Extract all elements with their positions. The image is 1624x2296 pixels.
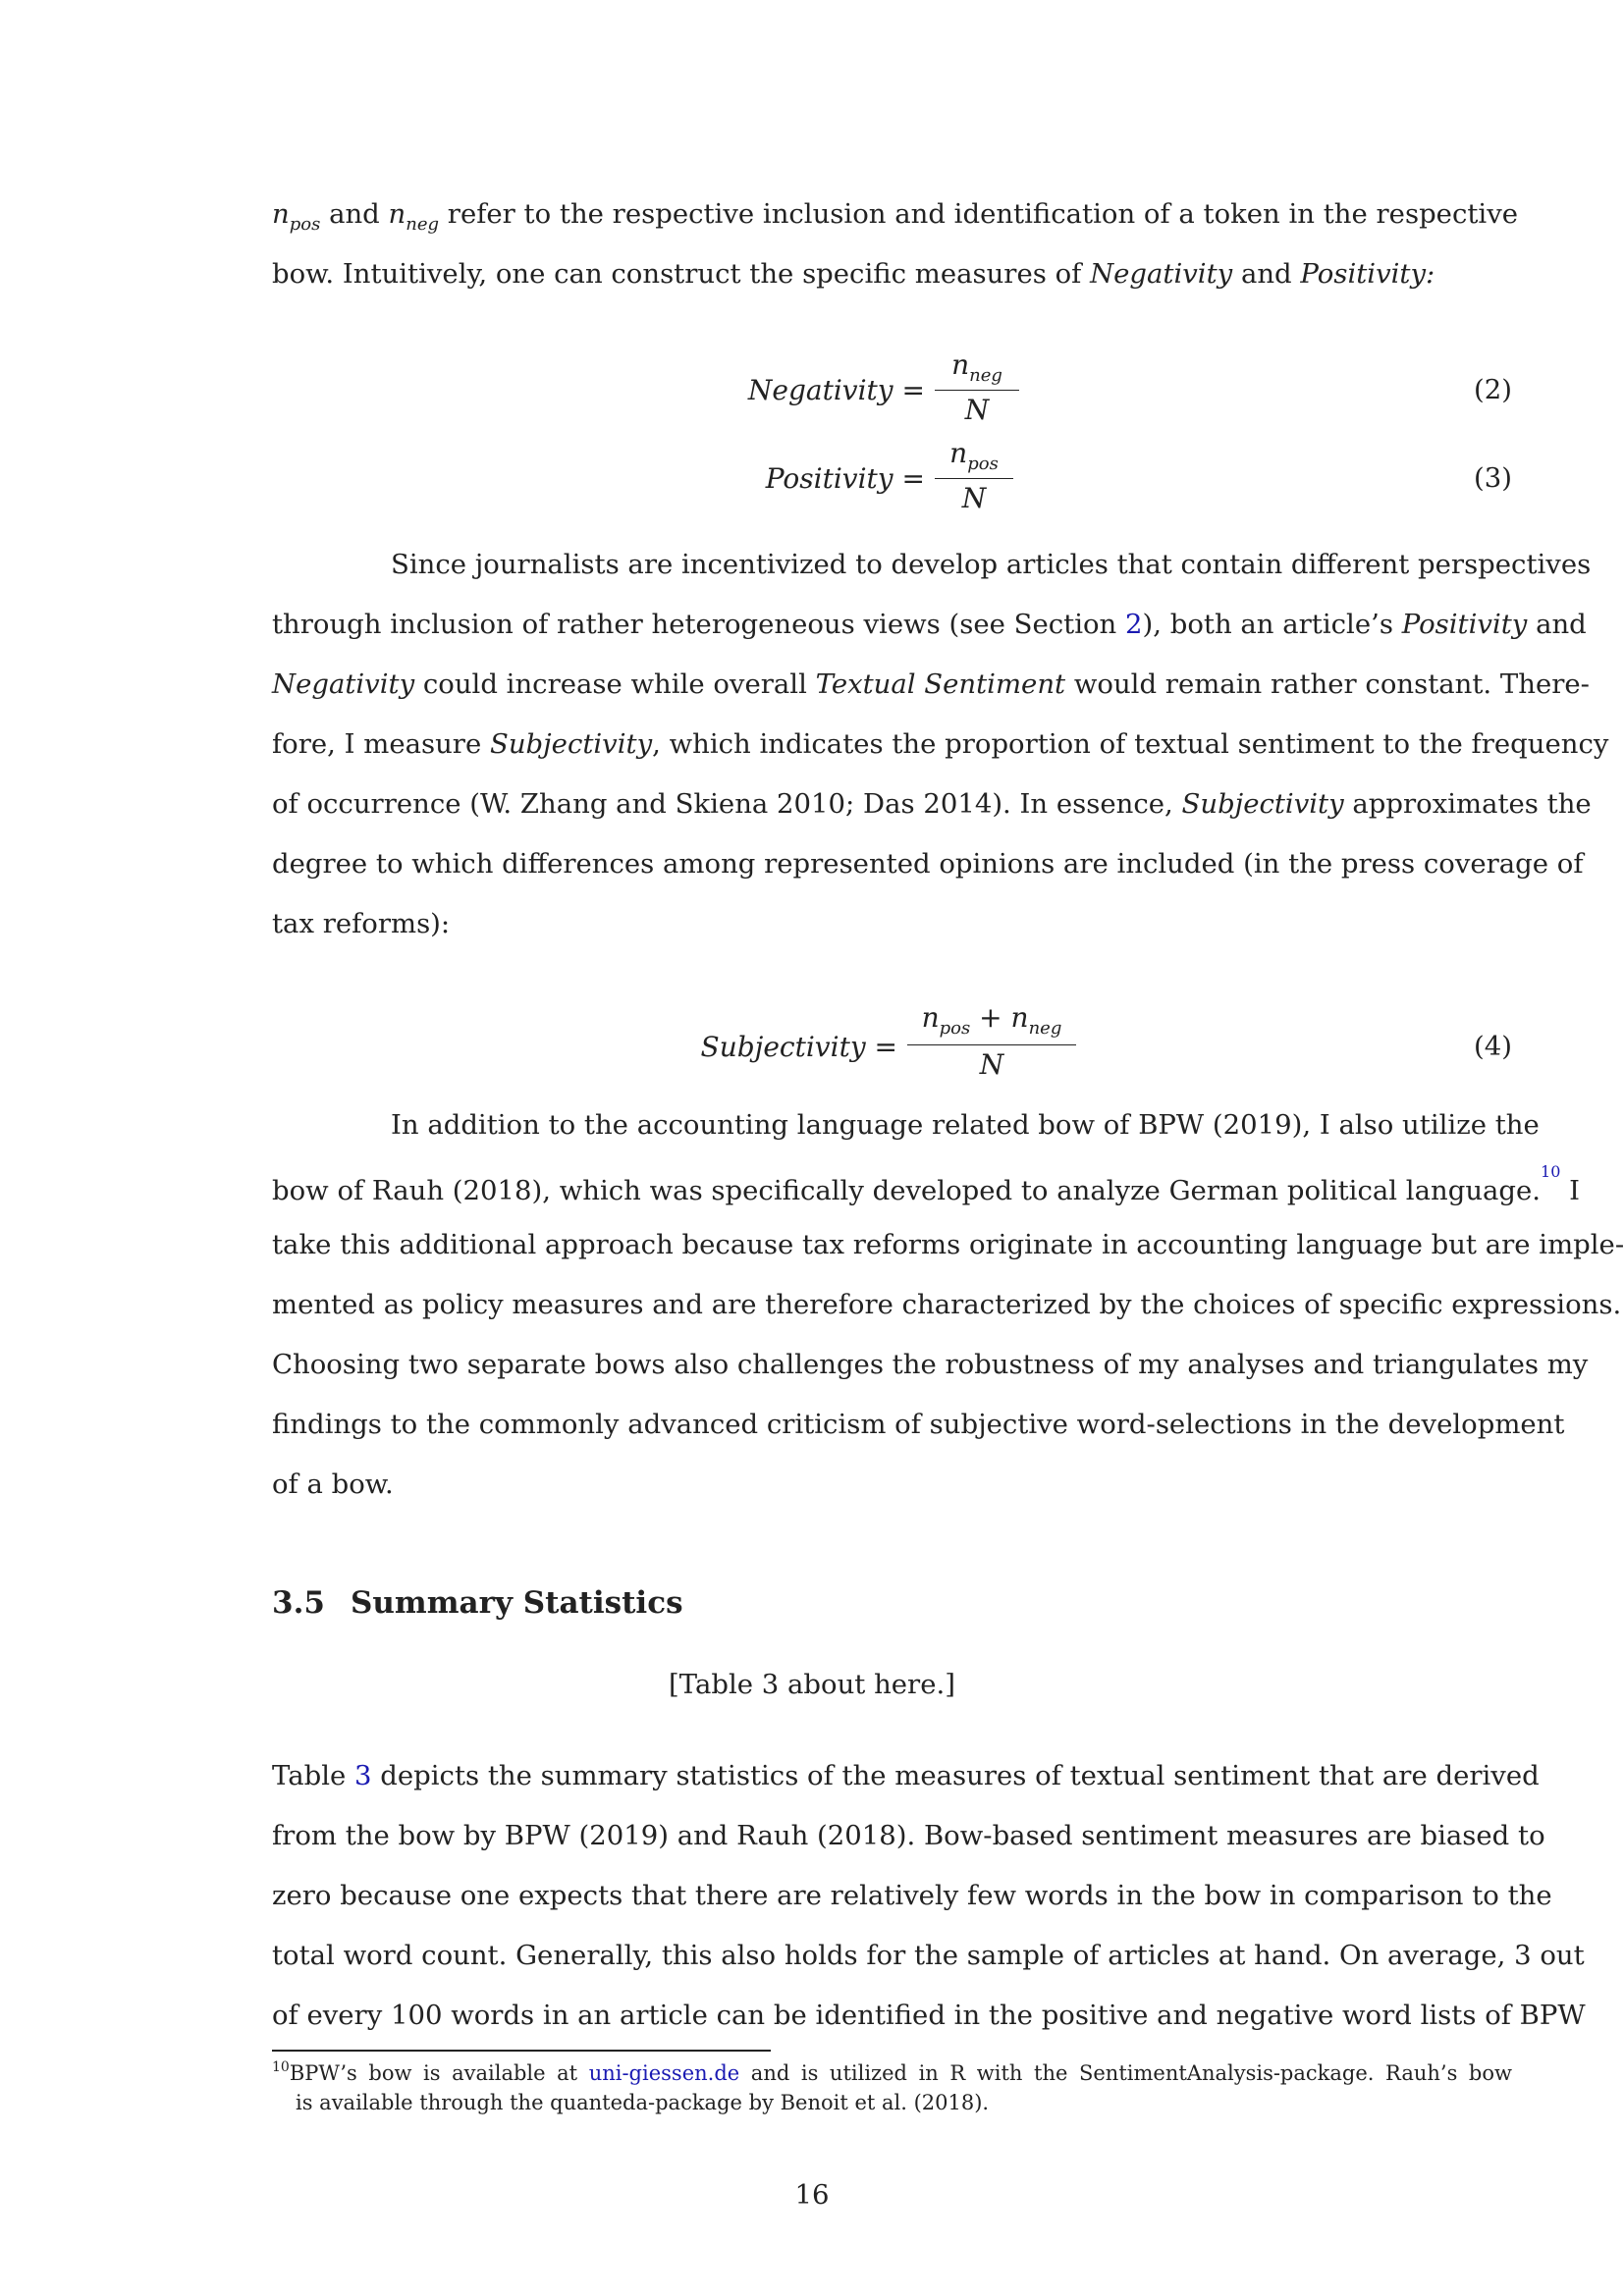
text: I: [1569, 1175, 1581, 1207]
page-number: 16: [794, 2179, 830, 2211]
math-sub: neg: [969, 365, 1002, 386]
text: fore, I measure: [272, 728, 482, 760]
fraction-bar: [935, 478, 1013, 479]
math-n: n: [921, 1001, 940, 1034]
para4-line-5: [272, 1996, 1586, 2035]
para2-line-4: [272, 724, 1609, 764]
section-title: Summary Statistics: [351, 1585, 683, 1621]
text: degree to which differences among represented opinions are included (in the press coverage of: [272, 848, 1584, 880]
footnote-rule: [272, 2050, 771, 2052]
para3-line-1: [391, 1105, 1540, 1145]
para2-line-3: [272, 665, 1590, 704]
table-link[interactable]: 3: [354, 1760, 372, 1791]
text: from the bow by BPW (2019) and Rauh (2018). Bow-based sentiment measures are biased to: [272, 1820, 1545, 1851]
text: could increase while overall: [422, 668, 807, 700]
text: In addition to the accounting language related bow of BPW (2019), I also utilize the: [391, 1109, 1540, 1141]
intro-line-1: [272, 194, 1519, 238]
equation-lhs: Positivity =: [765, 462, 925, 495]
text: depicts the summary statistics of the measures of textual sentiment that are derived: [380, 1760, 1540, 1791]
math-n: n: [1010, 1001, 1029, 1034]
section-number: 3.5: [272, 1585, 325, 1621]
equation-2: [0, 348, 1624, 437]
footnote-mark: 10: [272, 2059, 290, 2075]
text: of a bow.: [272, 1468, 394, 1500]
footnote-ref[interactable]: 10: [1541, 1162, 1561, 1181]
text: BPW’s bow is available at: [289, 2061, 578, 2085]
text: refer to the respective inclusion and identification of a token in the respective: [447, 198, 1519, 230]
equation-number: (3): [1474, 462, 1512, 494]
term-negativity: Negativity: [1090, 258, 1233, 290]
para3-line-3: [272, 1225, 1624, 1264]
text: through inclusion of rather heterogeneous views (see Section: [272, 609, 1117, 640]
fraction: [907, 1001, 1076, 1090]
equation-number: (4): [1474, 1031, 1512, 1062]
text: :: [1426, 258, 1435, 290]
denominator: N: [964, 394, 990, 426]
footnote-line-1: [272, 2058, 1512, 2091]
section-heading: [272, 1583, 683, 1623]
text: and: [329, 198, 380, 230]
equation-4: [0, 1001, 1624, 1090]
text: approximates the: [1352, 788, 1592, 820]
math-plus: +: [979, 1001, 1002, 1034]
para3-line-5: [272, 1345, 1589, 1384]
math-sub-neg: neg: [406, 214, 440, 235]
section-link[interactable]: 2: [1125, 609, 1143, 640]
fraction: [935, 437, 1013, 525]
math-sub-pos: pos: [289, 214, 321, 235]
footnote-link[interactable]: uni-giessen.de: [588, 2061, 740, 2085]
text: would remain rather constant. There-: [1073, 668, 1590, 700]
math-sub: pos: [967, 454, 999, 474]
math-n: n: [388, 198, 406, 230]
equation-number: (2): [1474, 374, 1512, 405]
denominator: N: [979, 1048, 1004, 1081]
para2-line-2: [272, 605, 1587, 644]
text: ), both an article’s: [1142, 609, 1393, 640]
equation-lhs: Subjectivity =: [700, 1031, 897, 1063]
table-placeholder-note: [Table 3 about here.]: [669, 1669, 955, 1700]
equation-3: [0, 437, 1624, 525]
term-textual-sentiment: Textual Sentiment: [815, 668, 1066, 700]
math-n: n: [949, 437, 968, 469]
text: is available through the quanteda-package by Benoit et al. (2018).: [296, 2091, 990, 2114]
para2-line-5: [272, 784, 1592, 824]
term-subjectivity: Subjectivity: [489, 728, 653, 760]
para2-line-7: [272, 904, 1512, 943]
text: of every 100 words in an article can be identified in the positive and negative word lists of BPW: [272, 2000, 1586, 2031]
fraction-bar: [907, 1044, 1076, 1045]
text: take this additional approach because tax reforms originate in accounting language but are imple-: [272, 1229, 1624, 1260]
term-positivity: Positivity: [1300, 258, 1427, 290]
para4-line-1: [272, 1756, 1540, 1795]
para3-line-7: [272, 1465, 1512, 1504]
para3-line-6: [272, 1405, 1565, 1444]
denominator: N: [961, 482, 987, 514]
text: and: [1536, 609, 1587, 640]
text: bow of Rauh (2018), which was specifically developed to analyze German political language.: [272, 1175, 1542, 1207]
text: of occurrence (W. Zhang and Skiena 2010; Das 2014). In essence,: [272, 788, 1173, 820]
fraction-bar: [935, 390, 1019, 391]
text: findings to the commonly advanced criticism of subjective word-selections in the development: [272, 1409, 1565, 1440]
term-positivity: Positivity: [1401, 609, 1528, 640]
para2-line-6: [272, 844, 1584, 883]
fraction: [935, 348, 1019, 437]
text: tax reforms):: [272, 908, 451, 939]
intro-line-2: [272, 254, 1512, 294]
para4-line-4: [272, 1936, 1585, 1975]
text: Choosing two separate bows also challenges the robustness of my analyses and triangulates my: [272, 1349, 1589, 1380]
para4-line-3: [272, 1876, 1552, 1915]
term-negativity: Negativity: [272, 668, 415, 700]
math-sub: neg: [1028, 1018, 1062, 1039]
equation-lhs: Negativity =: [747, 374, 925, 406]
math-n: n: [272, 198, 290, 230]
term-subjectivity: Subjectivity: [1181, 788, 1344, 820]
text: total word count. Generally, this also holds for the sample of articles at hand. On average, 3 out: [272, 1940, 1585, 1971]
footnote-line-2: [296, 2088, 1512, 2117]
text: and: [1240, 258, 1292, 290]
para3-line-2: [272, 1162, 1581, 1210]
text: bow. Intuitively, one can construct the specific measures of: [272, 258, 1082, 290]
para3-line-4: [272, 1285, 1622, 1324]
text: , which indicates the proportion of textual sentiment to the frequency: [652, 728, 1609, 760]
math-n: n: [951, 348, 970, 381]
text: zero because one expects that there are relatively few words in the bow in comparison to the: [272, 1880, 1552, 1911]
text: Table: [272, 1760, 347, 1791]
text: and is utilized in R with the SentimentAnalysis-package. Rauh’s bow: [750, 2061, 1512, 2085]
math-sub: pos: [939, 1018, 971, 1039]
para2-line-1: [391, 545, 1592, 584]
text: Since journalists are incentivized to develop articles that contain different perspectives: [391, 549, 1592, 580]
para4-line-2: [272, 1816, 1545, 1855]
text: mented as policy measures and are therefore characterized by the choices of specific expressions.: [272, 1289, 1622, 1320]
